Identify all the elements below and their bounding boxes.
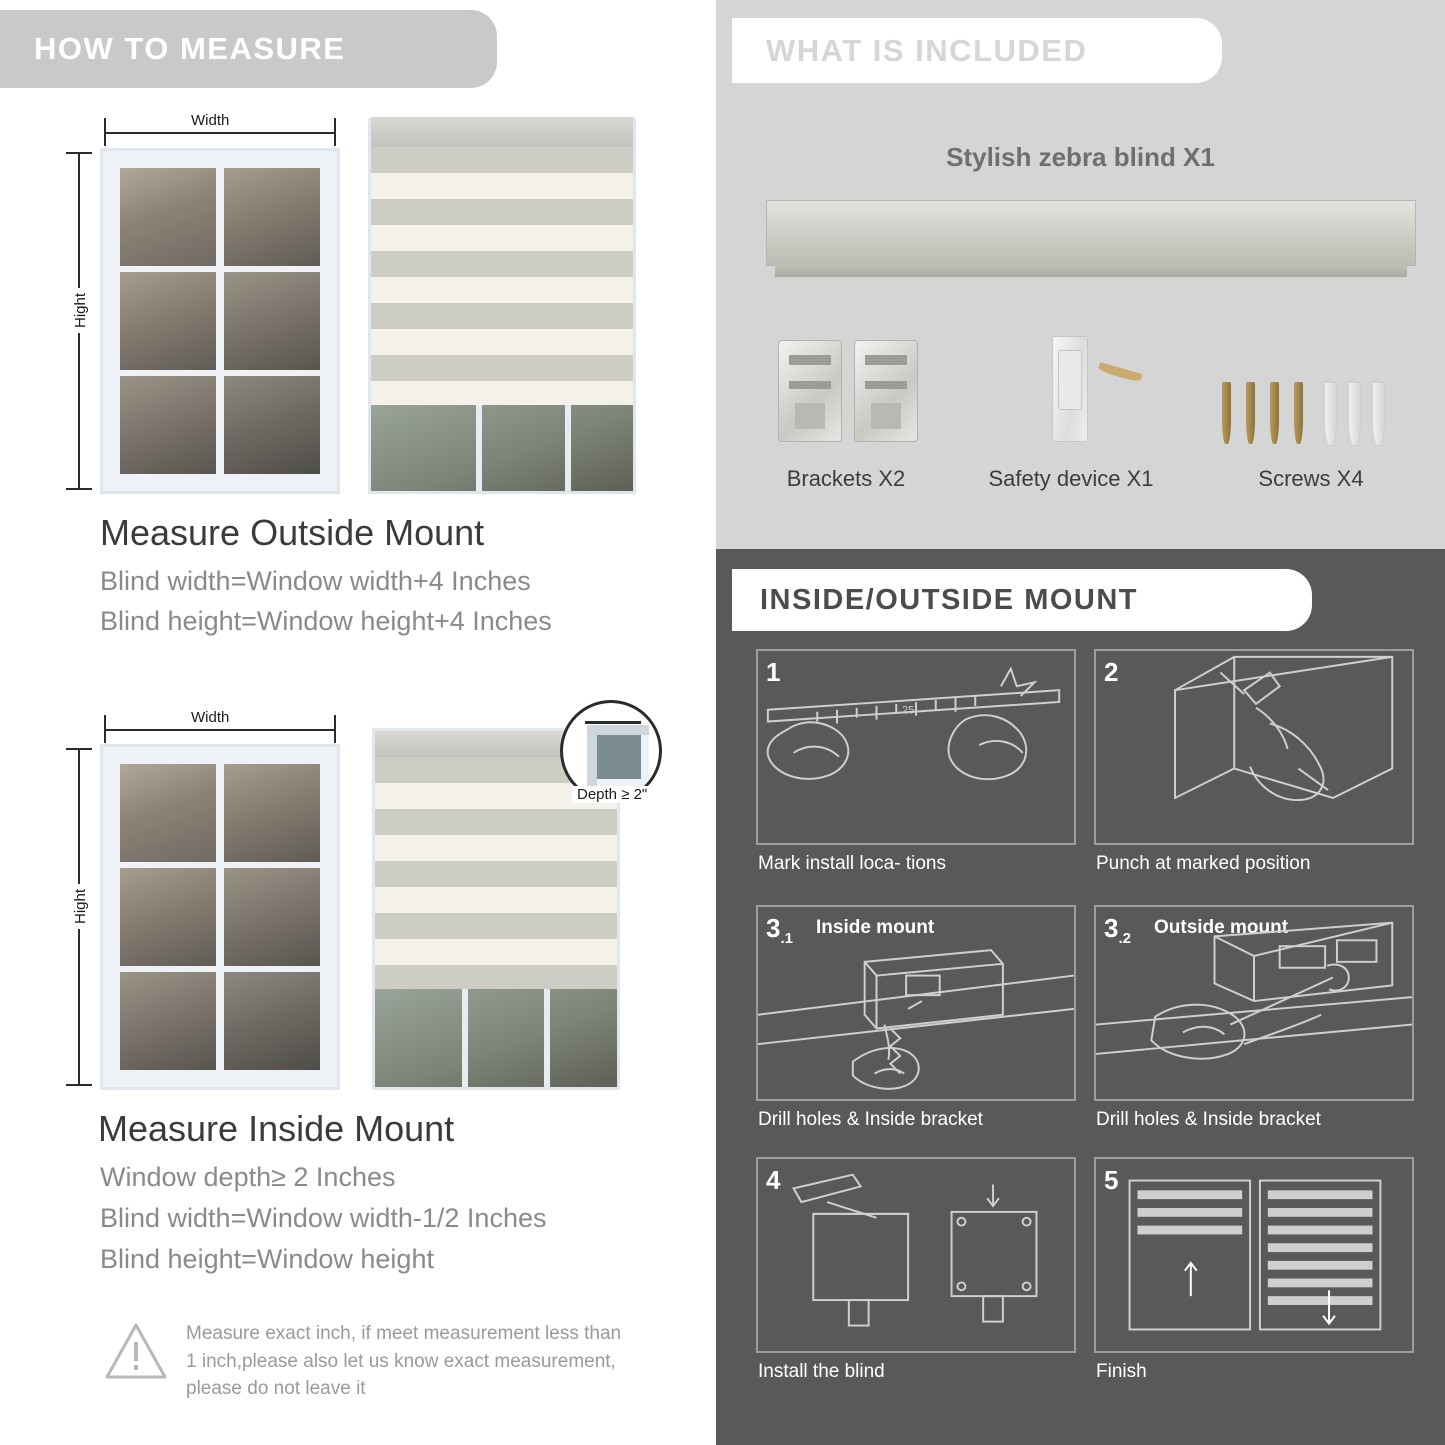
step-5-sketch [1096, 1159, 1412, 1351]
step-5 [1094, 1157, 1414, 1382]
inside-width-tick-right [334, 715, 336, 743]
step-1-number: 1 [766, 657, 781, 687]
step-3-2 [1094, 905, 1414, 1130]
outside-width-tick-right [334, 118, 336, 146]
outside-mount-line-1: Blind width=Window width+4 Inches [100, 566, 531, 596]
step-5-caption: Finish [1096, 1361, 1147, 1382]
what-is-included-panel [716, 0, 1445, 549]
screws-label: Screws X4 [1258, 466, 1364, 491]
step-1 [756, 649, 1076, 874]
step-3-2-subtitle: Outside mount [1154, 917, 1289, 938]
step-3-2-number: $3_{.2}$ [1104, 913, 1131, 948]
step-3-2-sketch [1096, 907, 1412, 1099]
step-1-sketch [758, 651, 1074, 843]
step-3-1-number: $3_{.1}$ [766, 913, 793, 948]
step-2 [1094, 649, 1414, 874]
step-3-1-sketch [758, 907, 1074, 1099]
inside-width-label: Width [186, 709, 234, 726]
outside-height-tick-top [66, 152, 92, 154]
inside-mount-title: Measure Inside Mount [98, 1108, 455, 1149]
step-3-1 [756, 905, 1076, 1130]
product-name-label: Stylish zebra blind X1 [946, 142, 1215, 172]
outside-width-dim-line [104, 132, 336, 134]
outside-mount-title: Measure Outside Mount [100, 512, 485, 553]
what-is-included-header: WHAT IS INCLUDED [732, 18, 1222, 83]
depth-label: Depth ≥ 2" [572, 786, 652, 803]
step-3-2-caption: Drill holes & Inside bracket [1096, 1109, 1321, 1130]
step-3-1-caption: Drill holes & Inside bracket [758, 1109, 983, 1130]
step-2-sketch [1096, 651, 1412, 843]
inside-height-tick-bottom [66, 1084, 92, 1086]
step-4-caption: Install the blind [758, 1361, 885, 1382]
step-2-caption: Punch at marked position [1096, 853, 1311, 874]
outside-width-label: Width [186, 112, 234, 129]
outside-height-label: Hight [72, 288, 89, 333]
safety-device-label: Safety device X1 [988, 466, 1154, 491]
warning-triangle-icon [104, 1320, 168, 1387]
step-4 [756, 1157, 1076, 1382]
outside-height-tick-bottom [66, 488, 92, 490]
inside-width-tick-left [104, 715, 106, 743]
inside-window-illustration [100, 744, 340, 1090]
how-to-measure-column [0, 0, 716, 1445]
inside-height-label: Hight [72, 884, 89, 929]
brackets-label: Brackets X2 [786, 466, 906, 491]
outside-blind-illustration [368, 118, 636, 494]
inside-height-tick-top [66, 748, 92, 750]
outside-width-tick-left [104, 118, 106, 146]
inside-mount-line-1: Window depth≥ 2 Inches [100, 1162, 396, 1192]
warning-block [104, 1320, 624, 1403]
step-1-caption: Mark install loca- tions [758, 853, 946, 874]
warning-text: Measure exact inch, if meet measurement less than 1 inch,please also let us know exact measurement, please do not leave it [186, 1323, 622, 1400]
inside-width-dim-line [104, 729, 336, 731]
step-4-number: 4 [766, 1165, 781, 1195]
right-column [716, 0, 1445, 1445]
step-4-sketch [758, 1159, 1074, 1351]
outside-mount-line-2: Blind height=Window height+4 Inches [100, 606, 552, 636]
inside-mount-line-3: Blind height=Window height [100, 1244, 434, 1274]
inside-outside-mount-panel [716, 549, 1445, 1445]
svg-text:25: 25 [902, 704, 915, 717]
headrail-illustration [766, 200, 1416, 266]
inside-mount-line-2: Blind width=Window width-1/2 Inches [100, 1203, 547, 1233]
how-to-measure-header: HOW TO MEASURE [0, 10, 497, 88]
inside-outside-mount-header: INSIDE/OUTSIDE MOUNT [732, 569, 1312, 631]
step-5-number: 5 [1104, 1165, 1119, 1195]
step-3-1-subtitle: Inside mount [816, 917, 935, 938]
step-2-number: 2 [1104, 657, 1119, 687]
outside-window-illustration [100, 148, 340, 494]
